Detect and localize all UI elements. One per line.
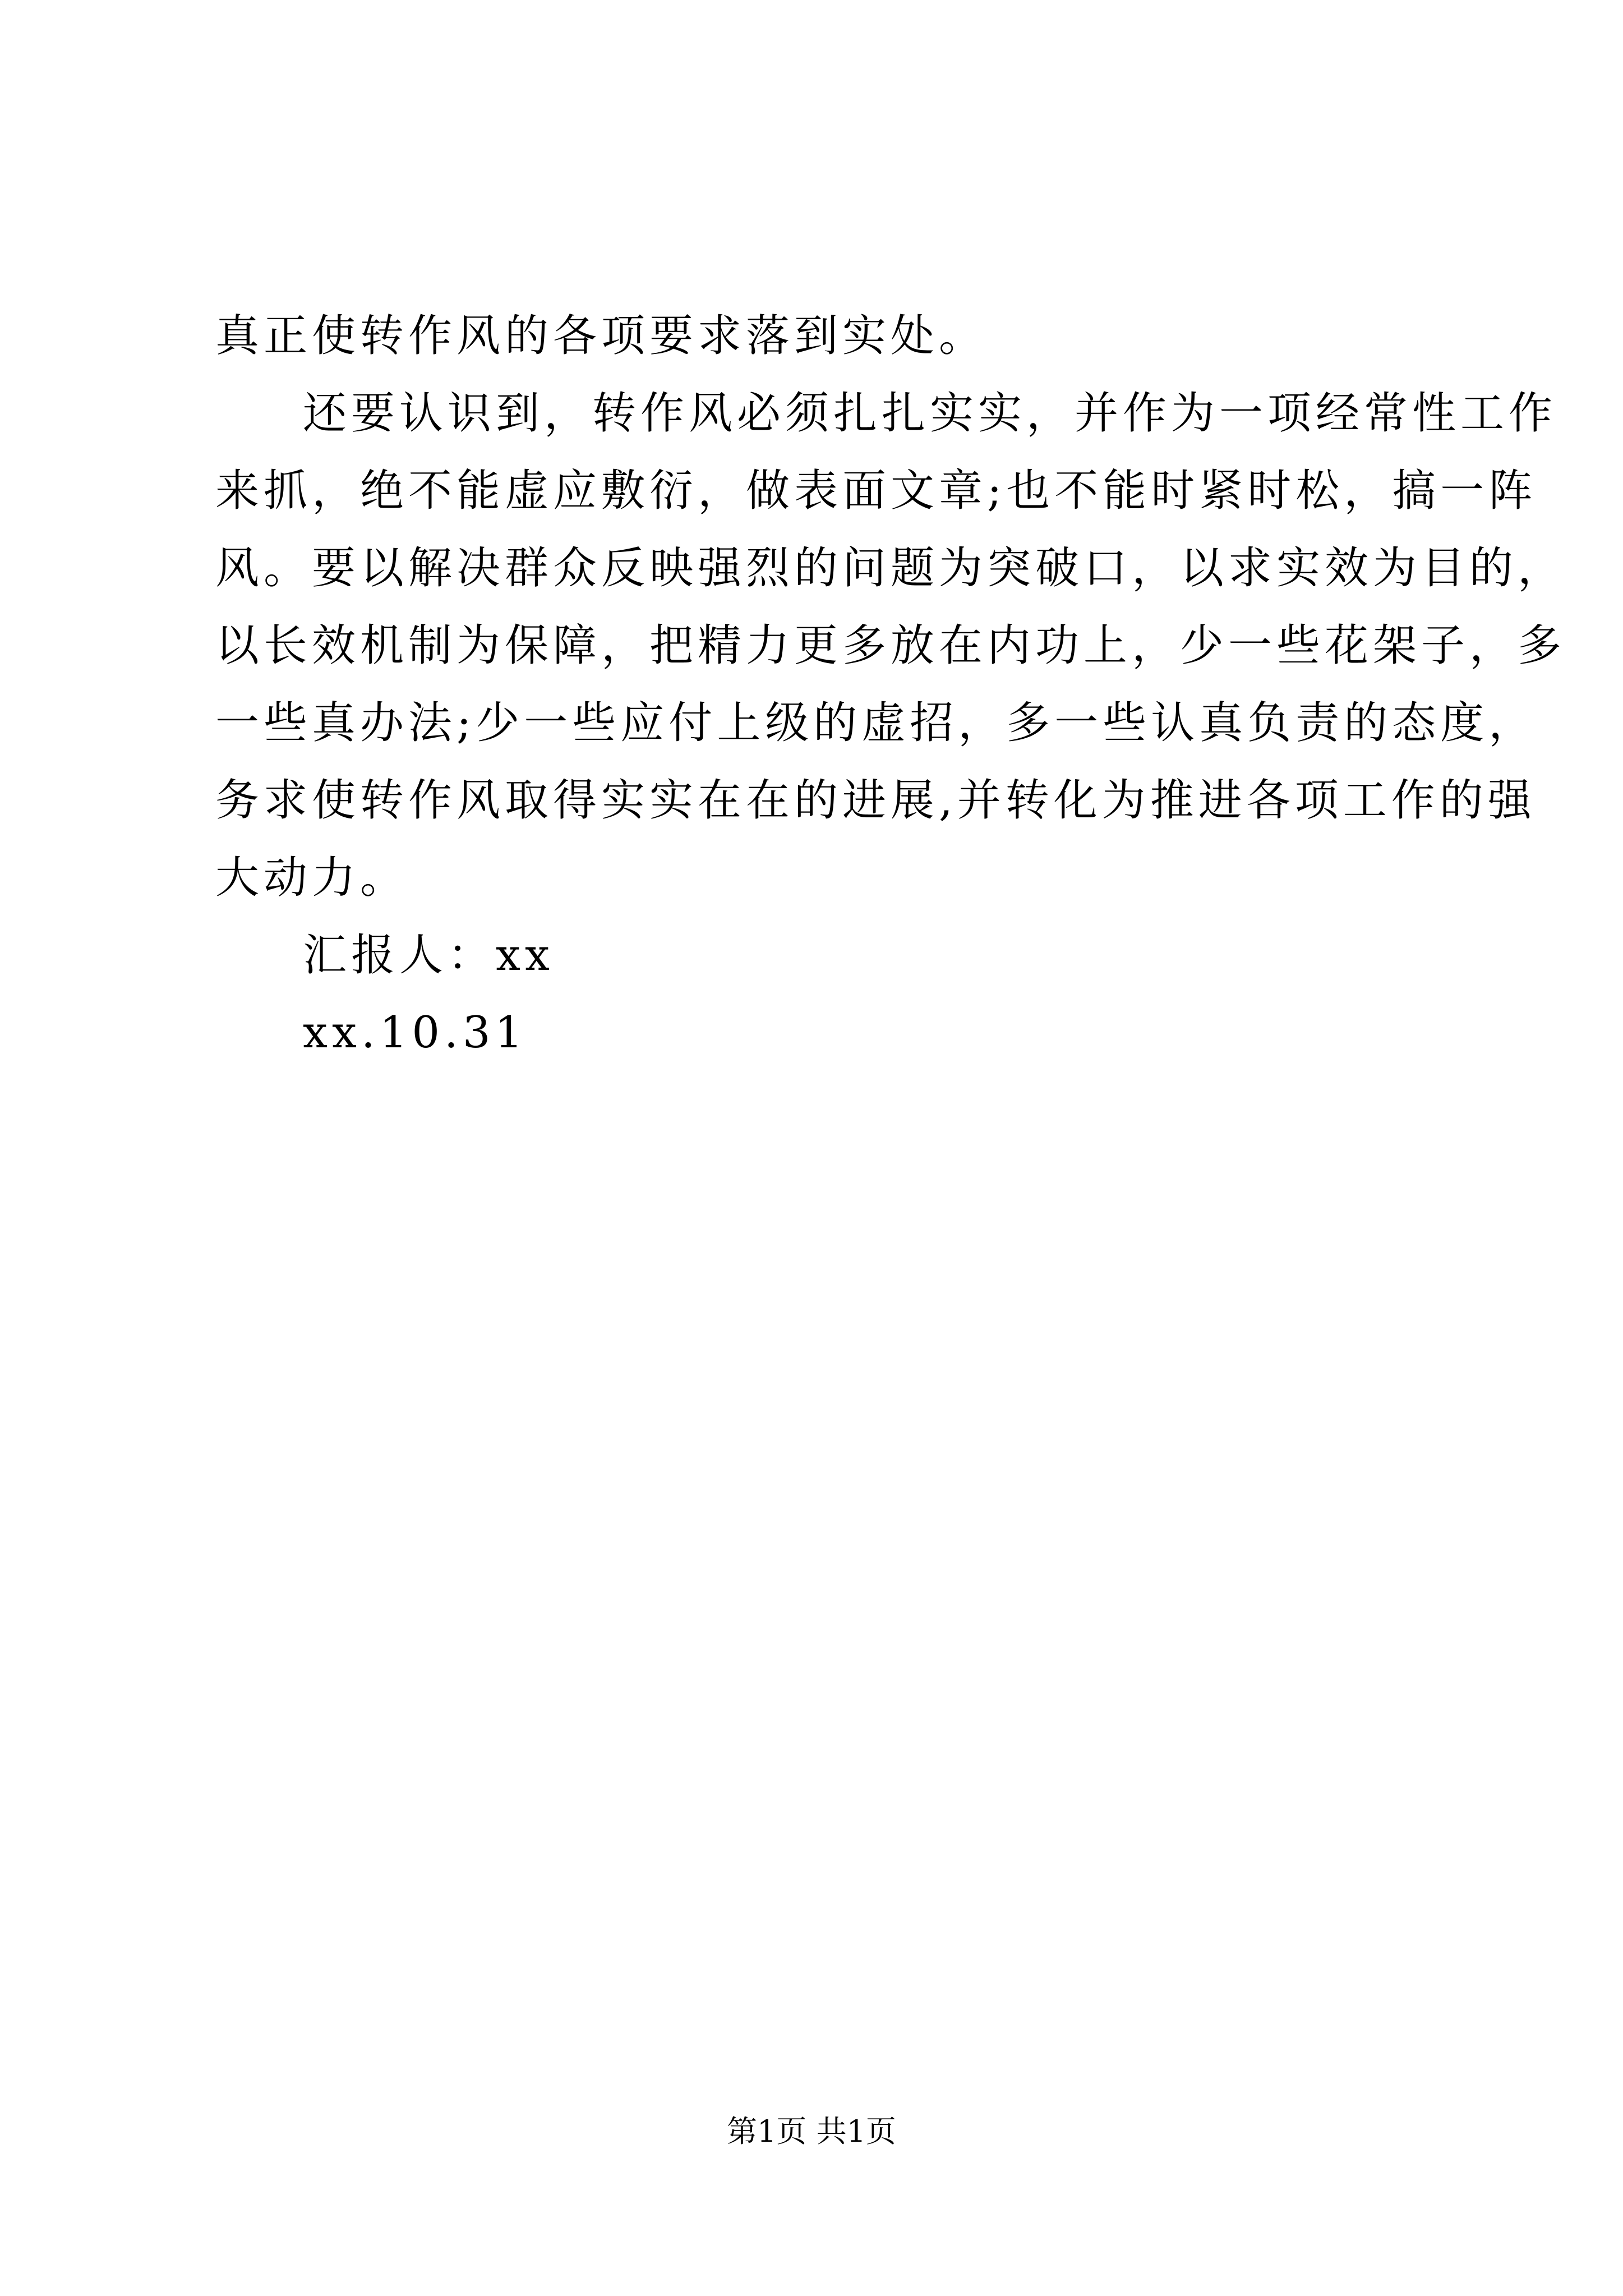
document-body	[215, 297, 1566, 1071]
paragraph-line: 务求使转作风取得实实在在的进展,并转化为推进各项工作的强	[215, 775, 1536, 826]
paragraph-line: 风。要以解决群众反映强烈的问题为突破口，以求实效为目的，	[215, 543, 1566, 593]
paragraph-line: 来抓，绝不能虚应敷衍，做表面文章;也不能时紧时松，搞一阵	[215, 466, 1537, 516]
paragraph-line: 以长效机制为保障，把精力更多放在内功上，少一些花架子，多	[215, 620, 1566, 671]
paragraph-line: 真正使转作风的各项要求落到实处。	[215, 311, 988, 361]
paragraph-line: 一些真办法;少一些应付上级的虚招，多一些认真负责的态度，	[215, 698, 1537, 748]
paragraph-line: 还要认识到，转作风必须扎扎实实，并作为一项经常性工作	[303, 388, 1557, 439]
paragraph-line: 大动力。	[215, 853, 409, 903]
reporter-line: 汇报人：xx	[303, 930, 554, 981]
page-footer: 第1页 共1页	[727, 2114, 896, 2149]
date-line: xx.10.31	[303, 1007, 528, 1058]
